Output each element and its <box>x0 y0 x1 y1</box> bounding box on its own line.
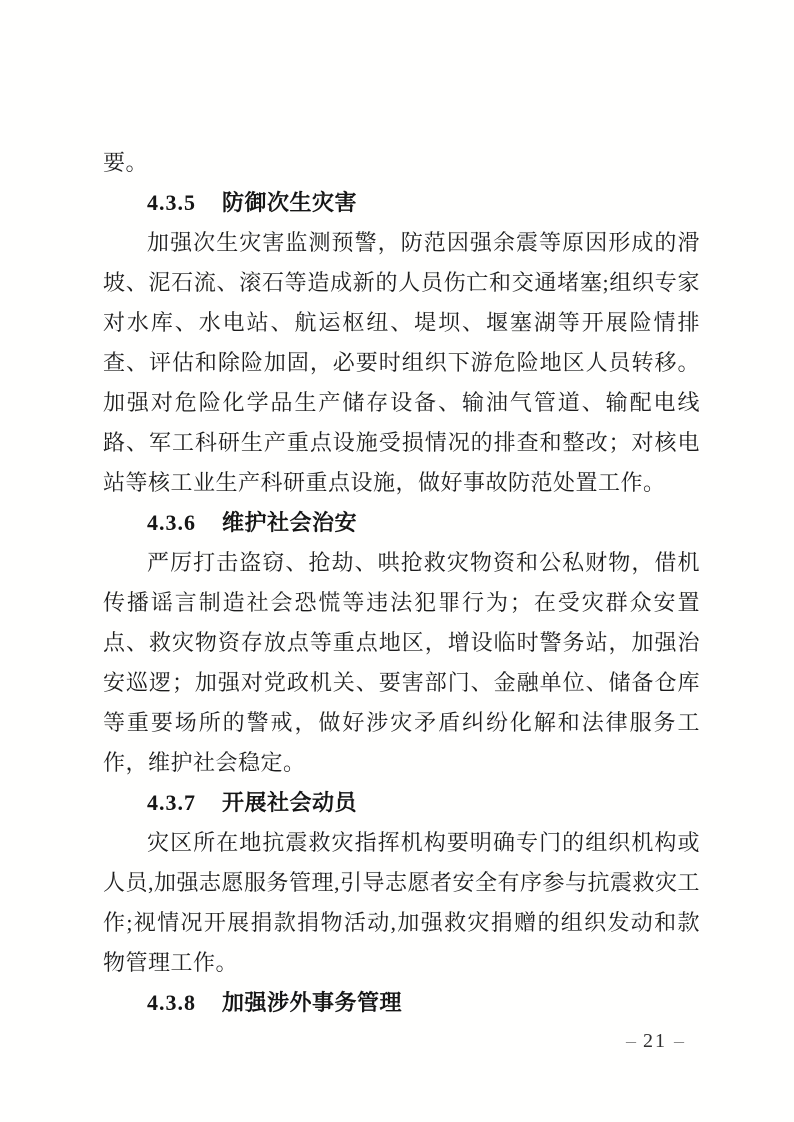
page-number-right-dash: – <box>674 1030 684 1052</box>
section-paragraph: 加强次生灾害监测预警，防范因强余震等原因形成的滑坡、泥石流、滚石等造成新的人员伤亡和交通堵塞;组织专家对水库、水电站、航运枢纽、堤坝、堰塞湖等开展险情排查、评估和除险加固，必要时组织下游危险地区人员转移。加强对危险化学品生产储存设备、输油气管道、输配电线路、军工科研生产重点设施受损情况的排查和整改；对核电站等核工业生产科研重点设施，做好事故防范处置工作。 <box>103 230 700 495</box>
section-paragraph: 严厉打击盗窃、抢劫、哄抢救灾物资和公私财物，借机传播谣言制造社会恐慌等违法犯罪行为；在受灾群众安置点、救灾物资存放点等重点地区，增设临时警务站，加强治安巡逻；加强对党政机关、要害部门、金融单位、储备仓库等重要场所的警戒，做好涉灾矛盾纠纷化解和法律服务工作，维护社会稳定。 <box>103 550 700 775</box>
paragraph-continuation: 要。 <box>103 150 149 175</box>
section-number: 4.3.5 <box>147 190 196 215</box>
text-block <box>103 143 700 1023</box>
section-title: 开展社会动员 <box>222 790 358 815</box>
page-number <box>595 1026 715 1056</box>
section-number: 4.3.8 <box>147 990 196 1015</box>
section-number: 4.3.6 <box>147 510 196 535</box>
section-title: 加强涉外事务管理 <box>222 990 403 1015</box>
section-title: 维护社会治安 <box>222 510 358 535</box>
page-number-left-dash: – <box>626 1030 636 1052</box>
section-heading-4-3-5 <box>103 183 700 223</box>
section-number: 4.3.7 <box>147 790 196 815</box>
section-heading-4-3-7 <box>103 783 700 823</box>
section-heading-4-3-8 <box>103 983 700 1023</box>
section-paragraph: 灾区所在地抗震救灾指挥机构要明确专门的组织机构或人员,加强志愿服务管理,引导志愿者安全有序参与抗震救灾工作;视情况开展捐款捐物活动,加强救灾捐赠的组织发动和款物管理工作。 <box>103 830 701 975</box>
section-heading-4-3-6 <box>103 503 700 543</box>
section-title: 防御次生灾害 <box>222 190 358 215</box>
page-number-value: 21 <box>643 1030 667 1052</box>
